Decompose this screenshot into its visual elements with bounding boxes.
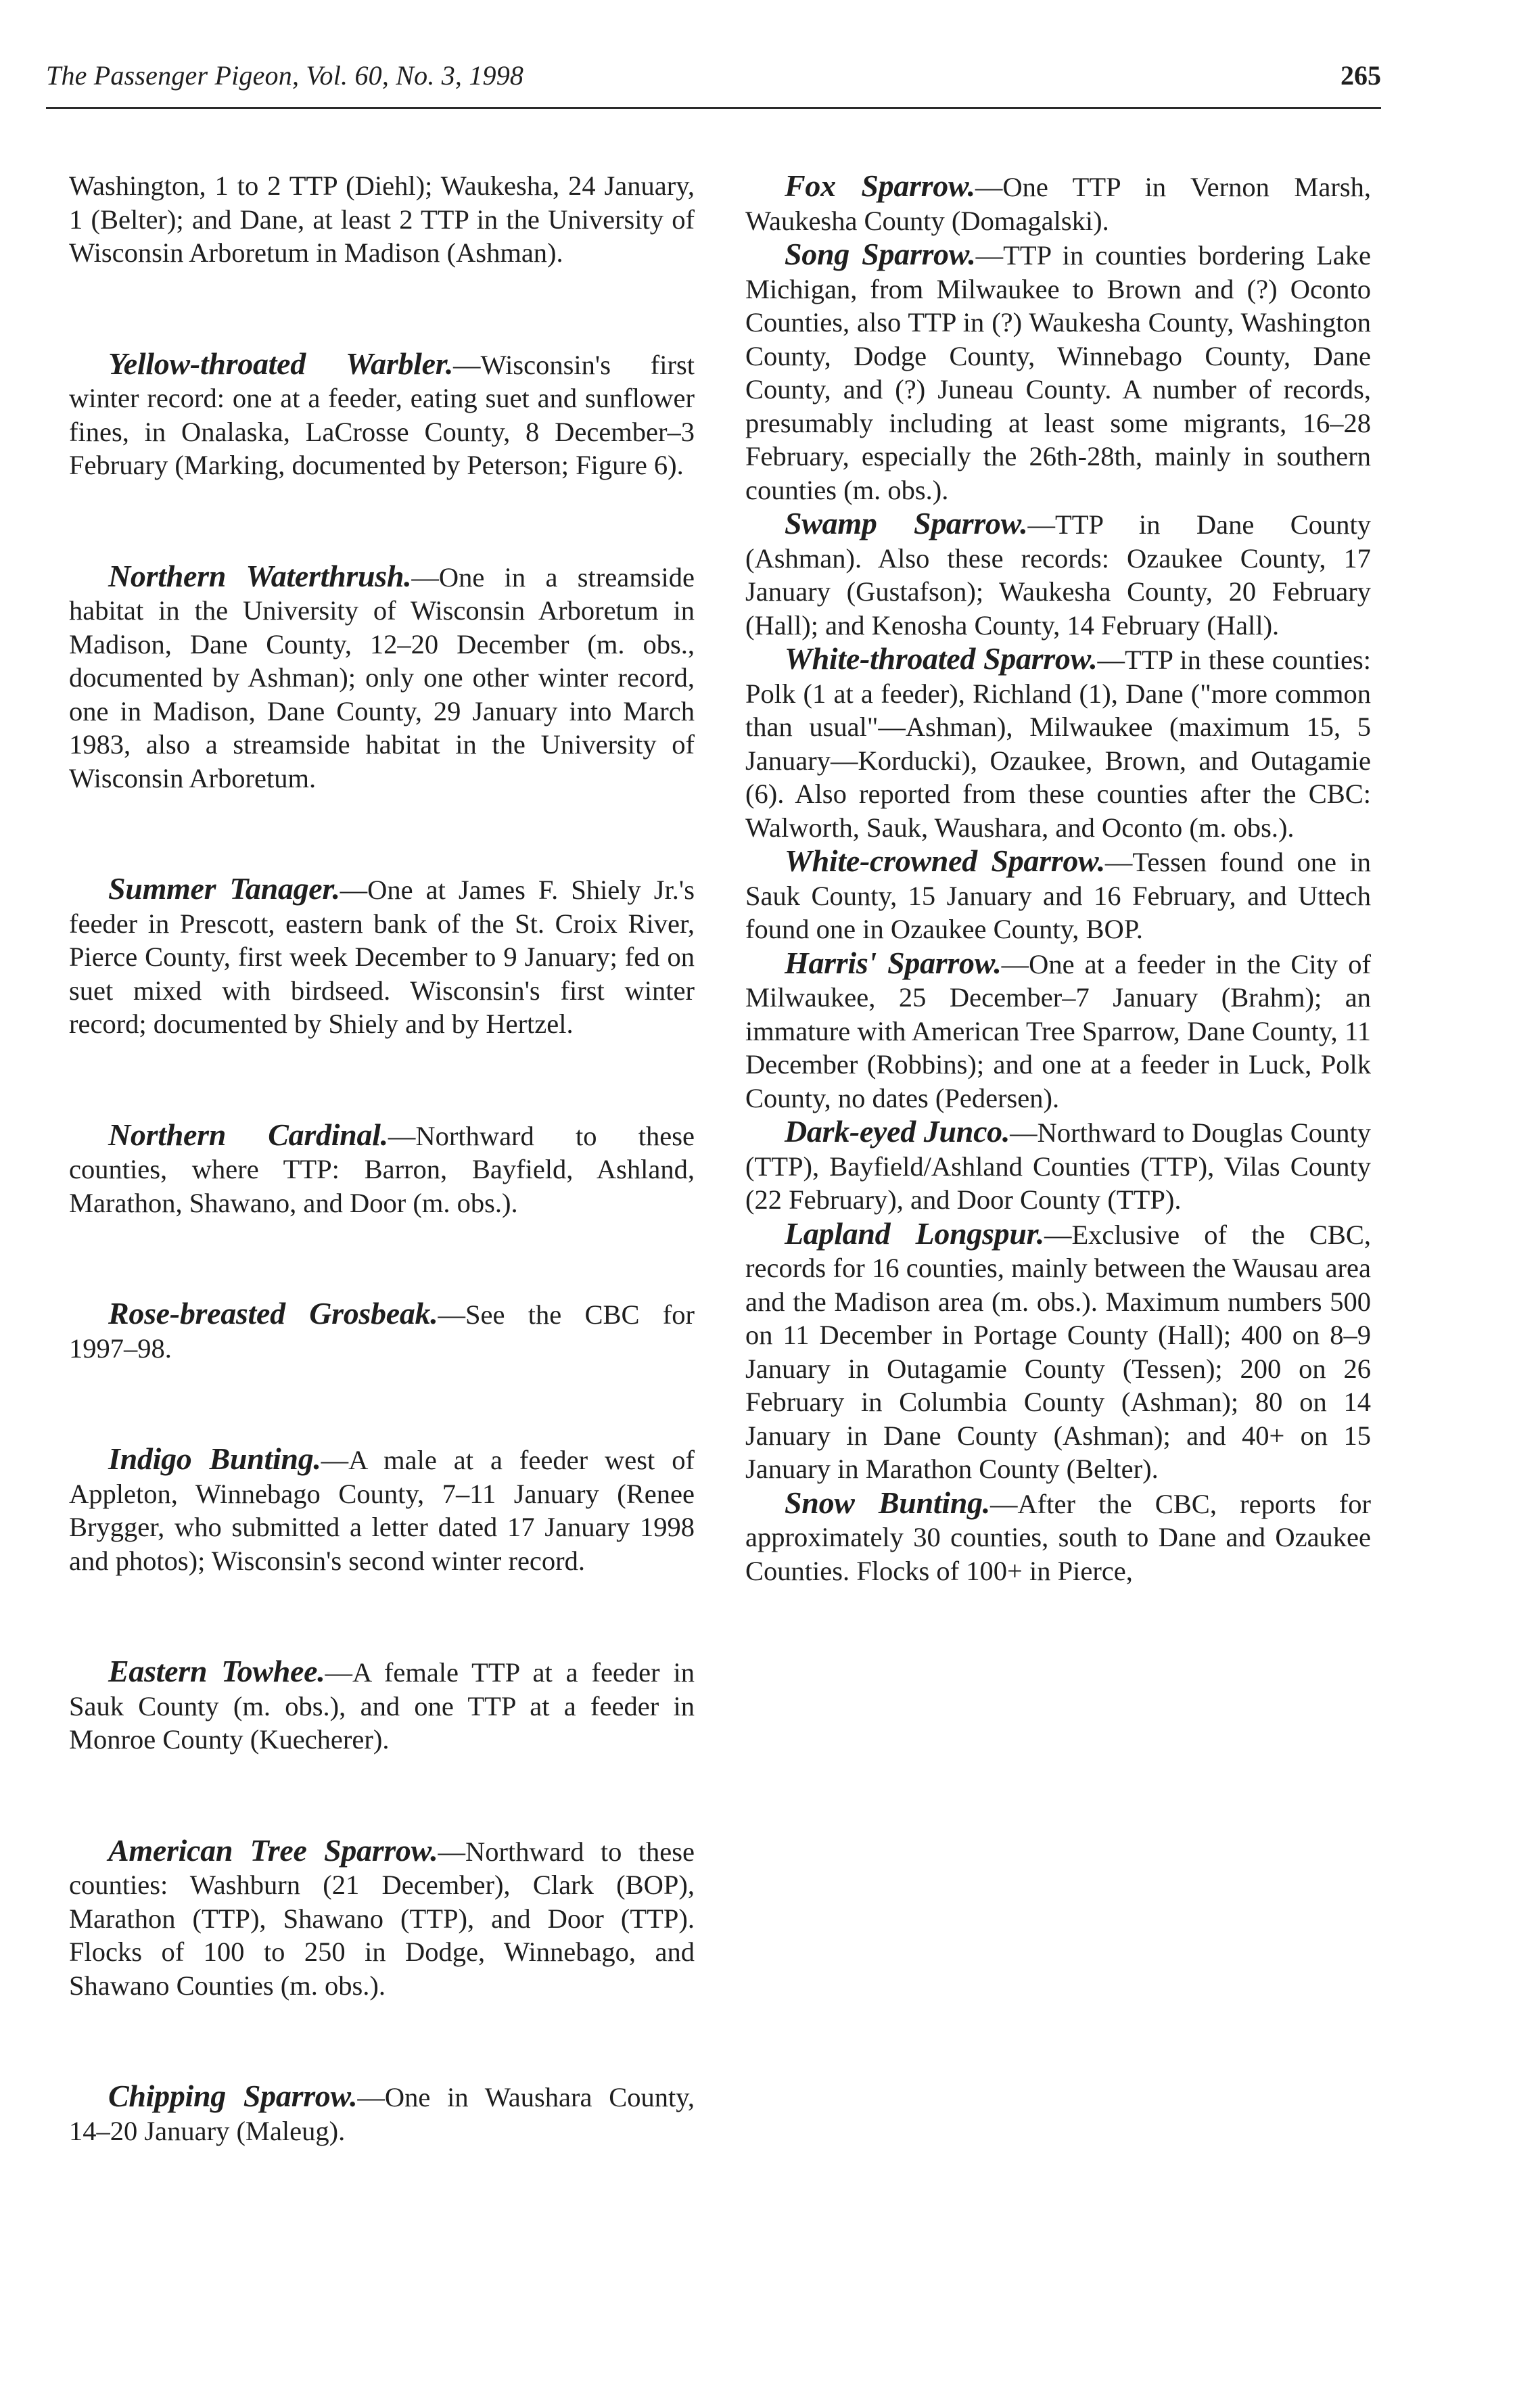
species-text: —After the CBC, reports for approximately 30 counties, south to Dane and Ozaukee Counties. Flocks of 100+ in Pierce,: [745, 1488, 1371, 1586]
species-name: Indigo Bunting.: [108, 1441, 321, 1476]
species-entry: [69, 872, 695, 1041]
species-entry: [69, 347, 695, 482]
species-name: Northern Waterthrush.: [108, 558, 412, 593]
species-text: —TTP in counties bordering Lake Michigan, from Milwaukee to Brown and (?) Oconto Counties, also TTP in (?) Waukesha County, Washington County, Dodge County, Winnebago County, Dane County, and (?) Juneau County. A number of records, presumably including at least some migrants, 16–28 February, especially the 26th-28th, mainly in southern counties (m. obs.).: [745, 240, 1371, 505]
species-entry: [69, 1118, 695, 1220]
species-entry: [69, 1297, 695, 1365]
species-text: —Northward to these counties: Washburn (21 December), Clark (BOP), Marathon (TTP), Shawano (TTP), and Door (TTP). Flocks of 100 to 250 in Dodge, Winnebago, and Shawano Counties (m. obs.).: [69, 1836, 695, 2001]
species-entry: [745, 1115, 1371, 1217]
species-text: —One at a feeder in the City of Milwaukee, 25 December–7 January (Brahm); an immature with American Tree Sparrow, Dane County, 11 December (Robbins); and one at a feeder in Luck, Polk County, no dates (Pedersen).: [745, 948, 1371, 1113]
species-name: Dark-eyed Junco.: [785, 1114, 1010, 1149]
species-name: Rose-breasted Grosbeak.: [108, 1296, 438, 1330]
species-entry: [745, 946, 1371, 1115]
species-text: —Northward to Douglas County (TTP), Bayfield/Ashland Counties (TTP), Vilas County (22 February), and Door County (TTP).: [745, 1117, 1371, 1215]
right-column: [745, 169, 1371, 1588]
species-entry: [69, 2079, 695, 2148]
species-name: Harris' Sparrow.: [785, 945, 1002, 980]
species-text: —Tessen found one in Sauk County, 15 January and 16 February, and Uttech found one in Ozaukee County, BOP.: [745, 847, 1371, 944]
species-text: —TTP in Dane County (Ashman). Also these records: Ozaukee County, 17 January (Gustafson); Waukesha County, 20 February (Hall); and Kenosha County, 14 February (Hall).: [745, 509, 1371, 641]
species-entry: [745, 1217, 1371, 1486]
species-name: Summer Tanager.: [108, 871, 340, 906]
species-entry: [745, 1486, 1371, 1588]
species-entry: [745, 642, 1371, 844]
page-number: 265: [1341, 60, 1381, 91]
species-text: —One TTP in Vernon Marsh, Waukesha County (Domagalski).: [745, 172, 1371, 236]
species-name: Northern Cardinal.: [108, 1117, 388, 1152]
species-entry: [69, 559, 695, 795]
species-name: Swamp Sparrow.: [785, 506, 1028, 540]
species-entry: [745, 237, 1371, 507]
species-text: —One in Waushara County, 14–20 January (Maleug).: [69, 2082, 695, 2146]
species-text: —Exclusive of the CBC, records for 16 counties, mainly between the Wausau area and the Madison area (m. obs.). Maximum numbers 500 on 11 December in Portage County (Hall); 400 on 8–9 January in Outagamie County (Tessen); 200 on 26 February in Columbia County (Ashman); 80 on 14 January in Dane County (Ashman); and 40+ on 15 January in Marathon County (Belter).: [745, 1219, 1371, 1484]
species-text: —Northward to these counties, where TTP: Barron, Bayfield, Ashland, Marathon, Shawano, and Door (m. obs.).: [69, 1120, 695, 1218]
species-text: —One at James F. Shiely Jr.'s feeder in Prescott, eastern bank of the St. Croix River, Pierce County, first week December to 9 January; fed on suet mixed with birdseed. Wisconsin's first winter record; documented by Shiely and by Hertzel.: [69, 875, 695, 1039]
left-column: [69, 169, 695, 2225]
species-name: American Tree Sparrow.: [108, 1832, 438, 1868]
species-text: —One in a streamside habitat in the University of Wisconsin Arboretum in Madison, Dane County, 12–20 December (m. obs., documented by Ashman); only one other winter record, one in Madison, Dane County, 29 January into March 1983, also a streamside habitat in the University of Wisconsin Arboretum.: [69, 561, 695, 793]
species-name: White-crowned Sparrow.: [785, 843, 1105, 878]
species-text: —A male at a feeder west of Appleton, Winnebago County, 7–11 January (Renee Brygger, who submitted a letter dated 17 January 1998 and photos); Wisconsin's second winter record.: [69, 1445, 695, 1576]
species-entry: [745, 169, 1371, 237]
species-name: Snow Bunting.: [785, 1485, 990, 1520]
species-text: —A female TTP at a feeder in Sauk County (m. obs.), and one TTP at a feeder in Monroe County (Kuecherer).: [69, 1657, 695, 1755]
species-entry: [69, 1442, 695, 1577]
species-text: —See the CBC for 1997–98.: [69, 1299, 695, 1364]
species-name: Chipping Sparrow.: [108, 2079, 358, 2113]
running-header: [46, 53, 1381, 109]
species-name: Yellow-throated Warbler.: [108, 346, 454, 381]
species-name: Song Sparrow.: [785, 237, 976, 271]
species-name: Eastern Towhee.: [108, 1654, 325, 1688]
species-name: White-throated Sparrow.: [785, 641, 1098, 676]
journal-title: The Passenger Pigeon, Vol. 60, No. 3, 1998: [46, 60, 524, 91]
continuation-paragraph: Washington, 1 to 2 TTP (Diehl); Waukesha, 24 January, 1 (Belter); and Dane, at least 2 TTP in the University of Wisconsin Arboretum in Madison (Ashman).: [69, 170, 695, 268]
species-text: —Wisconsin's first winter record: one at a feeder, eating suet and sunflower fines, in Onalaska, LaCrosse County, 8 December–3 February (Marking, documented by Peterson; Figure 6).: [69, 349, 695, 480]
species-entry: [745, 844, 1371, 946]
species-entry: [69, 1654, 695, 1757]
species-entry: [69, 1834, 695, 2003]
species-entry: [745, 507, 1371, 642]
species-name: Fox Sparrow.: [785, 168, 975, 203]
species-text: —TTP in these counties: Polk (1 at a feeder), Richland (1), Dane ("more common than usual"—Ashman), Milwaukee (maximum 15, 5 January—Korducki), Ozaukee, Brown, and Outagamie (6). Also reported from these counties after the CBC: Walworth, Sauk, Waushara, and Oconto (m. obs.).: [745, 645, 1372, 843]
species-name: Lapland Longspur.: [785, 1215, 1044, 1251]
